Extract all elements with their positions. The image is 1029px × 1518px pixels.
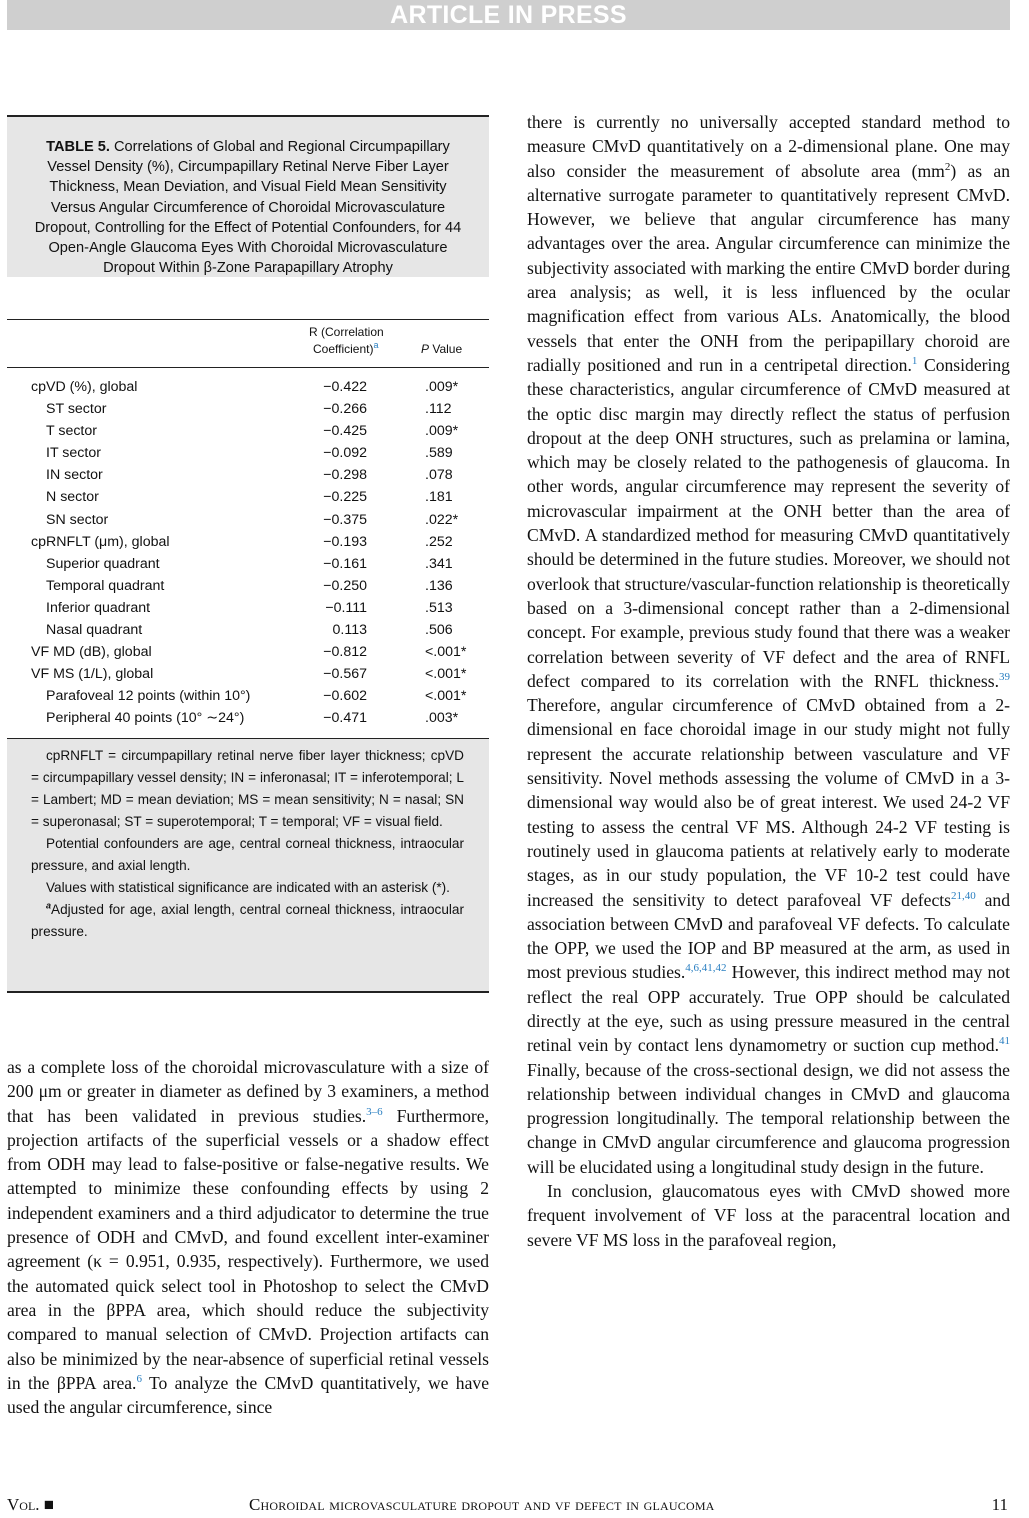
right-paragraph-1: there is currently no universally accepted standard method to measure CMvD quantitatively on a 2-dimensional plane. One may also consider the measurement of absolute area $(mm^2)$ as an alternative surrogate parameter to quantitatively represent CMvD. However, we believe that angular circumference has many advantages over the area. Angular circumference can minimize the subjectivity associated with marking the entire CMvD border during area analysis; as well, it is less influenced by the ocular magnification effect from various ALs. Anatomically, the blood vessels that enter the ONH from the peripapillary choroid are radially positioned and run in a centripetal direction.$^1$ Considering these characteristics, angular circumference of CMvD measured at the optic disc margin may directly reflect the status of perfusion dropout at the deep ONH structures, such as prelamina or lamina, which may be closely related to the pathogenesis of glaucoma. In other words, angular circumference may represent the severity of microvascular impairment at the ONH better than the area of CMvD. A standardized method for measuring CMvD quantitatively should be determined in the future studies. Moreover, we should not overlook that structure/vascular-function relationship is theoretically based on a 3-dimensional concept rather than a 2-dimensional concept. For example, previous study found that there was a weaker correlation between severity of VF defect and the area of RNFL defect compared to its correlation with the RNFL thickness.$^{39}$ Therefore, angular circumference of CMvD obtained from a 2-dimensional en face choroidal image in our study might not fully represent the accurate relationship between vasculature and VF sensitivity. Novel methods assessing the volume of CMvD in a 3-dimensional way would also be of great interest. We used 24-2 VF testing to assess the central VF MS. Although 24-2 VF testing is routinely used in glaucoma patients at relatively early to moderate stages, as in our study population, the VF 10-2 test could have increased the sensitivity to detect parafoveal VF defects$^{21,40}$ and association between CMvD and parafoveal VF defects. To calculate the OPP, we used the IOP and BP measured at the arm, as used in most previous studies.$^{4,6,41,42}$ However, this indirect method may not reflect the real OPP accurately. True OPP should be calculated directly at the eye, such as using pressure measured in the central retinal vein by contact lens dynamometry or suction cup method.$^{41}$ Finally, because of the cross-sectional design, we did not assess the relationship between individual changes in CMvD and glaucoma progression longitudinally. The temporal relationship between the change in CMvD angular circumference and glaucoma progression will be elucidated using a longitudinal study design in the future. [527,112,1010,1177]
footer-volume: Vol. ■ [7,1495,55,1514]
row-p-value: .589 [425,445,453,462]
row-r-value: 0.113 [332,622,367,639]
header-p-value [421,341,462,358]
table-row [7,509,489,531]
table-row [7,641,489,663]
row-r-value: −0.193 [323,533,367,550]
table-row [7,486,489,508]
table-row [7,575,489,597]
row-r-value: −0.567 [323,666,367,683]
row-r-value: −0.812 [323,644,367,661]
row-p-value: .022* [425,511,459,528]
row-label: SN sector [46,511,109,528]
citation-link[interactable]: 1 [911,355,918,368]
row-label: ST sector [46,401,107,418]
row-r-value: −0.425 [323,423,367,440]
citation-link[interactable]: 39 [999,670,1010,683]
row-label: VF MD (dB), global [31,644,152,661]
row-label: cpRNFLT (μm), global [31,533,170,550]
row-p-value: <.001* [425,688,467,705]
row-label: Nasal quadrant [46,622,143,639]
row-label: Peripheral 40 points (10° ∼24°) [46,710,245,727]
table-row [7,420,489,442]
left-paragraph: as a complete loss of the choroidal microvasculature with a size of 200 μm or greater in diameter as defined by 3 examiners, a method that has been validated in previous studies.$^{3-6}$ Furthermore, projection artifacts of the superficial vessels or a shadow effect from ODH may lead to false-positive or false-negative results. We attempted to minimize these confounding effects by using 2 independent examiners and a third adjudicator to determine the true presence of ODH and CMvD, and found excellent inter-examiner agreement (κ = 0.951, 0.935, respectively). Furthermore, we used the automated quick select tool in Photoshop to select the CMvD area in the βPPA area, which should reduce the subjectivity compared to manual selection of CMvD. Projection artifacts can also be minimized by the near-absence of superficial retinal vessels in the βPPA area.$^6$ To analyze the CMvD quantitatively, we have used the angular circumference, since [7,1057,490,1418]
left-column-text [7,1055,489,1419]
row-label: T sector [46,423,97,440]
citation-link[interactable]: 41 [999,1035,1010,1048]
row-p-value: .112 [425,401,452,418]
row-r-value: −0.225 [323,489,367,506]
footnote-text: Adjusted for age, axial length, central corneal thickness, intraocular pressure. [31,901,464,939]
table-row [7,553,489,575]
row-p-value: .341 [425,555,453,572]
row-r-value: −0.111 [325,599,367,616]
row-label: IT sector [46,445,101,462]
citation-link[interactable]: 6 [136,1373,142,1385]
table-caption-text: Correlations of Global and Regional Circumpapillary Vessel Density (%), Circumpapillary Retinal Nerve Fiber Layer Thickness, Mean Deviation, and Visual Field Mean Sensitivity Versus Angular Circumference of Choroidal Microvasculature Dropout, Controlling for the Effect of Potential Confounders, for 44 Open-Angle Glaucoma Eyes With Choroidal Microvasculature Dropout Within β-Zone Parapapillary Atrophy [34,139,462,277]
row-p-value: <.001* [425,644,467,661]
note-abbreviations: cpRNFLT = circumpapillary retinal nerve fiber layer thickness; cpVD = circumpapillary vessel density; IN = inferonasal; IT = inferotemporal; L = Lambert; MD = mean deviation; MS = mean sensitivity; N = nasal; SN = superonasal; ST = superotemporal; T = temporal; VF = visual field. [31,747,464,829]
row-label: Temporal quadrant [46,577,165,594]
header-r-line1: R (Correlation [309,325,384,339]
right-paragraph-2: In conclusion, glaucomatous eyes with CMvD showed more frequent involvement of VF loss at the paracentral location and severe VF MS loss in the parafoveal region, [527,1181,1010,1250]
table-label: TABLE 5. [46,139,110,155]
row-label: Superior quadrant [46,555,160,572]
footnote-mark: a [46,899,52,910]
table-row [7,531,489,553]
citation-link[interactable]: 3–6 [366,1105,383,1118]
row-label: IN sector [46,467,103,484]
header-r-footnote-mark: a [373,340,379,350]
table-row [7,663,489,685]
row-r-value: −0.266 [323,401,367,418]
row-label: VF MS (1/L), global [31,666,154,683]
row-p-value: <.001* [425,666,467,683]
header-r-line2: Coefficient) [313,342,374,356]
row-label: N sector [46,489,99,506]
table-notes [7,739,489,993]
row-p-value: .078 [425,467,453,484]
page-number: 11 [991,1495,1008,1514]
row-r-value: −0.471 [323,710,367,727]
row-label: Inferior quadrant [46,599,151,616]
row-p-value: .181 [425,489,453,506]
table-header [7,319,489,368]
page-footer [7,1493,1010,1517]
note-footnote-a [31,899,464,943]
row-p-value: .009* [425,379,459,395]
row-r-value: −0.298 [323,467,367,484]
row-label: cpVD (%), global [31,379,138,395]
note-confounders: Potential confounders are age, central corneal thickness, intraocular pressure, and axial length. [31,835,464,873]
table-row [7,464,489,486]
table-row [7,619,489,641]
header-correlation [307,324,384,358]
row-r-value: −0.161 [323,555,367,572]
row-label: Parafoveal 12 points (within 10°) [46,688,251,705]
row-r-value: −0.092 [323,445,367,462]
header-p-rest: Value [429,342,463,356]
footer-running-title: Choroidal microvasculature dropout and vf defect in glaucoma [249,1495,715,1514]
table-row [7,707,489,729]
row-r-value: −0.250 [323,577,367,594]
table-caption [7,115,489,277]
note-significance: Values with statistical significance are indicated with an asterisk (*). [46,879,450,895]
right-column-text [527,110,1010,1252]
table-row [7,398,489,420]
row-p-value: .513 [425,599,453,616]
table-row [7,685,489,707]
row-r-value: −0.602 [323,688,367,705]
row-p-value: .009* [425,423,459,440]
row-p-value: .252 [425,533,453,550]
table-row [7,597,489,619]
row-r-value: −0.422 [323,379,367,395]
row-p-value: .506 [425,622,453,639]
table-row [7,376,489,398]
citation-link[interactable]: 4,6,41,42 [685,962,727,975]
citation-link[interactable]: 21,40 [951,889,976,902]
row-r-value: −0.375 [323,511,367,528]
table-5 [7,115,489,993]
row-p-value: .136 [425,577,453,594]
table-row [7,442,489,464]
header-p-italic: P [421,342,430,356]
article-in-press-banner: ARTICLE IN PRESS [7,0,1010,30]
row-p-value: .003* [425,710,459,727]
table-body [7,368,489,730]
